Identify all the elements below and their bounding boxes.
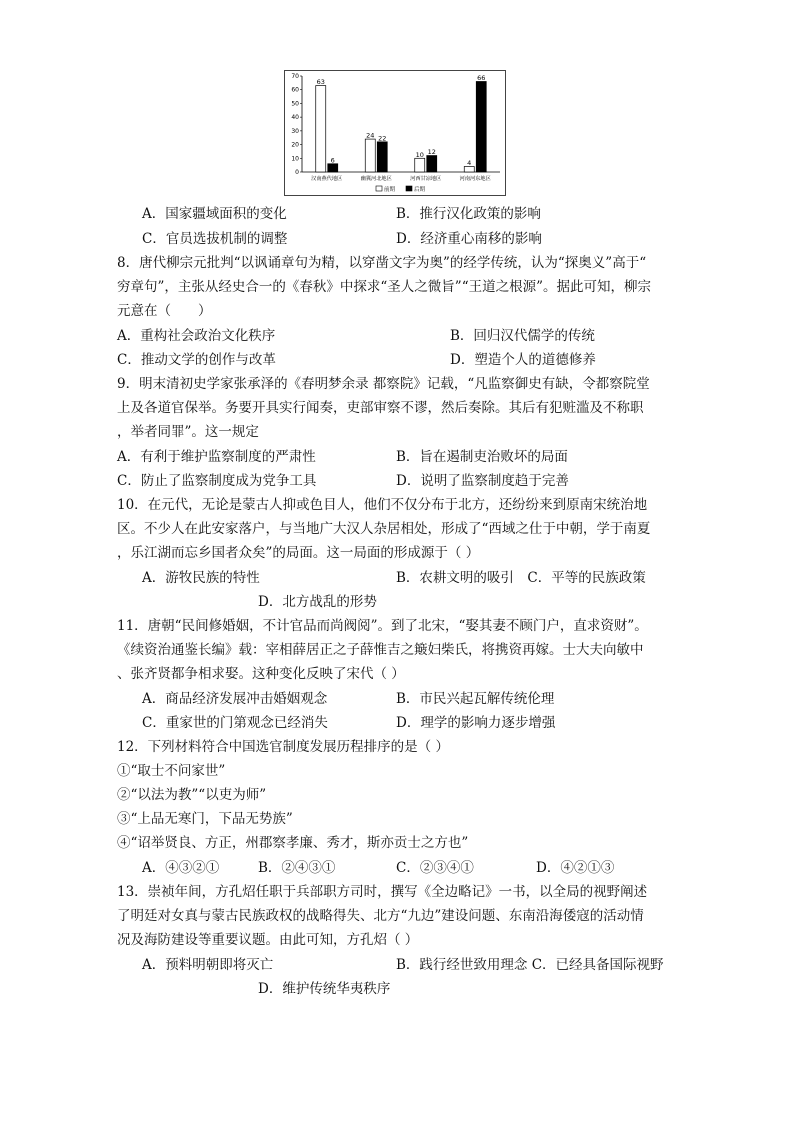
y-tick-label: 40: [291, 114, 299, 122]
category-label: 河南河东地区: [459, 176, 491, 182]
bar-value-label: 66: [477, 73, 486, 82]
bar-late: [328, 164, 338, 172]
bar-late: [377, 142, 387, 172]
q12-option-d[interactable]: D．④②①③: [536, 860, 615, 876]
q7-option-a[interactable]: A．国家疆域面积的变化: [142, 206, 287, 222]
bar-chart: [284, 70, 506, 196]
bar-late: [476, 81, 486, 172]
q12-option-a[interactable]: A．④③②①: [142, 860, 220, 876]
q13-option-bc[interactable]: B．践行经世致用理念 C．已经具备国际视野: [396, 957, 664, 973]
q12-option-b[interactable]: B．②④③①: [258, 860, 336, 876]
bar-early: [415, 158, 425, 172]
bar-value-label: 24: [366, 131, 375, 140]
q11-option-d[interactable]: D．理学的影响力逐步增强: [396, 715, 556, 731]
q10-stem-line2: 区。不少人在此安家落户，与当地广大汉人杂居相处，形成了“西域之仕于中朝，学于南夏: [117, 521, 651, 537]
q11-option-a[interactable]: A．商品经济发展冲击婚姻观念: [142, 691, 328, 707]
q12-option-c[interactable]: C．②③④①: [396, 860, 474, 876]
q12-item-3: ③“上品无寒门，下品无势族”: [117, 811, 293, 827]
bar-early: [316, 86, 326, 172]
legend-swatch: [376, 186, 382, 191]
q13-option-a[interactable]: A．预料明朝即将灭亡: [142, 957, 274, 973]
q8-stem-line1: 8．唐代柳宗元批判“以讽诵章句为精，以穿凿文字为奥”的经学传统，认为“探奥义”高于“: [117, 255, 647, 271]
q8-option-b[interactable]: B．回归汉代儒学的传统: [450, 328, 595, 344]
q9-stem-line1: 9．明末清初史学家张承泽的《春明梦余录 都察院》记载，“凡监察御史有缺，令都察院堂: [117, 376, 650, 392]
q12-item-1: ①“取士不问家世”: [117, 763, 226, 779]
legend-label: 后期: [414, 187, 426, 193]
y-tick-label: 60: [291, 86, 299, 94]
q11-stem-line3: 、张齐贤都争相求娶。这种变化反映了宋代（ ）: [117, 666, 405, 682]
y-tick-label: 50: [291, 100, 299, 108]
bar-value-label: 6: [330, 156, 335, 165]
q13-option-d[interactable]: D．维护传统华夷秩序: [258, 981, 391, 997]
bar-value-label: 63: [316, 78, 325, 87]
bar-value-label: 22: [378, 134, 387, 143]
q9-option-c[interactable]: C．防止了监察制度成为党争工具: [117, 473, 317, 489]
legend-swatch: [406, 186, 412, 191]
bar-late: [427, 156, 437, 172]
q8-option-d[interactable]: D．塑造个人的道德修养: [450, 352, 596, 368]
q8-option-a[interactable]: A．重构社会政治文化秩序: [117, 328, 276, 344]
q12-item-4: ④“诏举贤良、方正，州郡察孝廉、秀才，斯亦贡士之方也”: [117, 835, 469, 851]
bar-value-label: 10: [415, 150, 424, 159]
q7-option-b[interactable]: B．推行汉化政策的影响: [396, 206, 541, 222]
q13-stem-line2: 了明廷对女真与蒙古民族政权的战略得失、北方“九边”建设问题、东南沿海倭寇的活动情: [117, 908, 644, 924]
y-tick-label: 0: [295, 169, 299, 176]
q7-option-d[interactable]: D．经济重心南移的影响: [396, 231, 542, 247]
q11-option-c[interactable]: C．重家世的门第观念已经消失: [142, 715, 328, 731]
q8-stem-line3: 元意在（ ）: [117, 303, 212, 319]
q13-stem-line3: 况及海防建设等重要议题。由此可知，方孔炤（ ）: [117, 932, 419, 948]
y-tick-label: 10: [291, 155, 299, 163]
q9-option-b[interactable]: B．旨在遏制吏治败坏的局面: [396, 449, 568, 465]
y-tick-label: 70: [291, 73, 299, 80]
q9-stem-line3: ，举者同罪”。这一规定: [117, 424, 259, 440]
q9-option-d[interactable]: D．说明了监察制度趋于完善: [396, 473, 569, 489]
y-tick-label: 30: [291, 127, 299, 135]
q10-stem-line1: 10．在元代，无论是蒙古人抑或色目人，他们不仅分布于北方，还纷纷来到原南宋统治地: [117, 497, 648, 513]
q12-item-2: ②“以法为教”“以吏为师”: [117, 787, 267, 803]
q8-stem-line2: 穷章句”，主张从经史合一的《春秋》中探求“圣人之微旨”“王道之根源”。据此可知，柳宗: [117, 279, 652, 295]
category-label: 河西甘凉地区: [410, 176, 442, 182]
q11-option-b[interactable]: B．市民兴起瓦解传统伦理: [396, 691, 555, 707]
q11-stem-line1: 11．唐朝“民间修婚姻，不计官品而尚阀阅”。到了北宋，“娶其妻不顾门户，直求资财”。: [117, 618, 648, 634]
q11-stem-line2: 《续资治通鉴长编》载：宰相薛居正之子薛惟吉之簸妇柴氏，将携资再嫁。士大夫向敏中: [117, 642, 644, 658]
q10-option-d[interactable]: D．北方战乱的形势: [258, 594, 377, 610]
q12-stem: 12．下列材料符合中国选官制度发展历程排序的是（ ）: [117, 739, 449, 755]
bar-early: [464, 167, 474, 172]
category-label: 幽冀河北地区: [360, 176, 392, 182]
q10-stem-line3: ，乐江湖而忘乡国者众矣”的局面。这一局面的形成源于（ ）: [117, 545, 480, 561]
legend-label: 前期: [384, 187, 396, 193]
q9-option-a[interactable]: A．有利于维护监察制度的严肃性: [117, 449, 316, 465]
bar-value-label: 12: [427, 148, 436, 157]
bar-early: [365, 139, 375, 172]
q9-stem-line2: 上及各道官保举。务要开具实行闻奏，吏部审察不谬，然后奏除。其后有犯赃滥及不称职: [117, 400, 644, 416]
q10-option-bc[interactable]: B．农耕文明的吸引 C．平等的民族政策: [396, 570, 646, 586]
category-label: 汉南燕代地区: [311, 176, 343, 182]
bar-value-label: 4: [467, 159, 472, 168]
q8-option-c[interactable]: C．推动文学的创作与改革: [117, 352, 276, 368]
y-tick-label: 20: [291, 141, 299, 149]
q10-option-a[interactable]: A．游牧民族的特性: [142, 570, 260, 586]
q7-option-c[interactable]: C．官员选拔机制的调整: [142, 231, 288, 247]
q13-stem-line1: 13．崇祯年间，方孔炤任职于兵部职方司时，撰写《全边略记》一书，以全局的视野阐述: [117, 884, 648, 900]
